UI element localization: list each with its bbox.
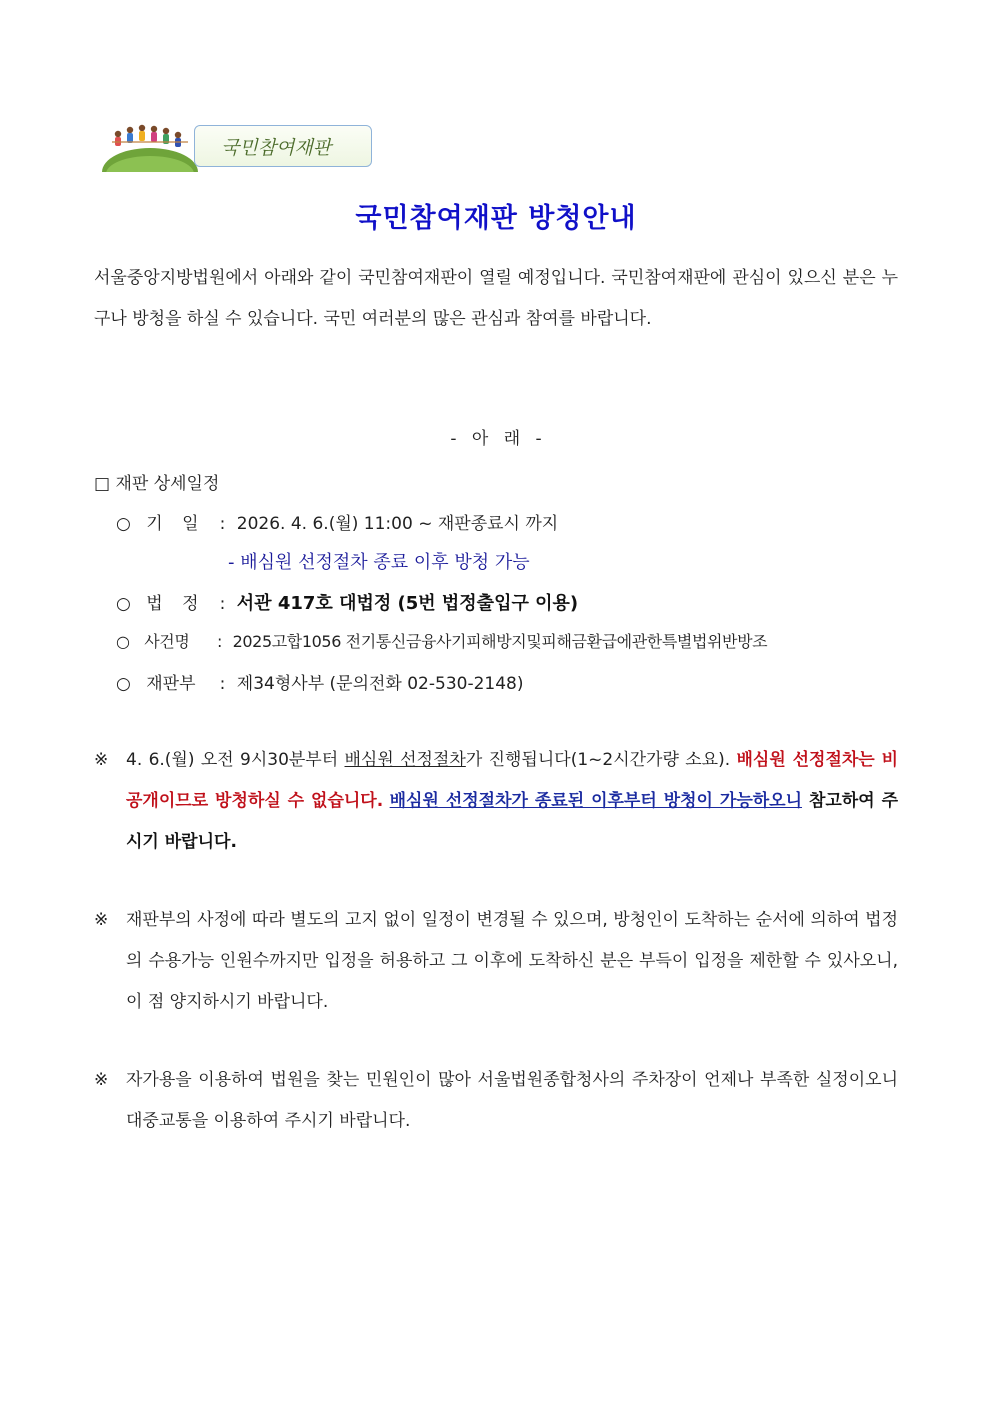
row-label: 사건명	[144, 632, 190, 651]
row-separator: :	[219, 674, 226, 694]
reference-mark: ※	[94, 750, 109, 770]
notice-text: 가 진행됩니다(1~2시간가량 소요).	[465, 750, 737, 770]
bullet: ○	[116, 594, 131, 614]
notice-underlined-text: 배심원 선정절차	[344, 750, 466, 770]
section-divider-text: - 아 래 -	[450, 429, 542, 449]
row-value: - 배심원 선정절차 종료 이후 방청 가능	[228, 552, 530, 573]
row-label: 재판부	[146, 674, 196, 694]
schedule-row-division	[116, 669, 524, 694]
row-value: 서관 417호 대법정 (5번 법정출입구 이용)	[236, 593, 579, 614]
intro-paragraph: 서울중앙지방법원에서 아래와 같이 국민참여재판이 열릴 예정입니다. 국민참여재판에 관심이 있으신 분은 누구나 방청을 하실 수 있습니다. 국민 여러분의 많은 관심과 참여를 바랍니다.	[94, 268, 898, 329]
row-value: 2026. 4. 6.(월) 11:00 ~ 재판종료시 까지	[236, 514, 559, 534]
bullet: ○	[116, 674, 131, 694]
banner-label: 국민참여재판	[194, 125, 372, 167]
banner-logo	[102, 122, 374, 172]
schedule-heading: □ 재판 상세일정	[94, 474, 220, 494]
reference-mark: ※	[94, 1070, 109, 1090]
notice-schedule-change	[94, 900, 898, 1023]
page-title: 국민참여재판 방청안내	[355, 203, 637, 234]
notice-body: 재판부의 사정에 따라 별도의 고지 없이 일정이 변경될 수 있으며, 방청인이 도착하는 순서에 의하여 법정의 수용가능 인원수까지만 입정을 허용하고 그 이후에 도착하신 분은 부득이 입정을 제한할 수 있사오니, 이 점 양지하시기 바랍니다.	[126, 910, 898, 1012]
notice-highlight-text: 배심원 선정절차가 종료된 이후부터 방청이 가능하오니	[389, 791, 803, 811]
notice-text: 4. 6.(월) 오전 9시30분부터	[126, 750, 345, 770]
row-label: 기 일	[146, 514, 199, 534]
notice-body	[126, 740, 898, 863]
notice-text: 참고하여 주시기 바랍니다.	[126, 791, 898, 852]
bullet: ○	[116, 632, 130, 651]
reference-mark: ※	[94, 910, 109, 930]
row-value: 2025고합1056 전기통신금융사기피해방지및피해금환급에관한특별법위반방조	[232, 632, 768, 651]
row-value: 제34형사부 (문의전화 02-530-2148)	[236, 674, 524, 694]
notice-warning-text: 배심원 선정절차는 비공개이므로 방청하실 수 없습니다.	[126, 750, 898, 811]
row-separator: :	[216, 632, 222, 651]
notice-parking	[94, 1060, 898, 1142]
schedule-row-date	[116, 509, 558, 534]
notice-jury-selection	[94, 740, 898, 863]
schedule-row-case	[116, 629, 767, 652]
bullet: ○	[116, 514, 131, 534]
schedule-row-note	[228, 548, 530, 574]
notice-body: 자가용을 이용하여 법원을 찾는 민원인이 많아 서울법원종합청사의 주차장이 언제나 부족한 실정이오니 대중교통을 이용하여 주시기 바랍니다.	[126, 1070, 898, 1131]
row-label: 법 정	[146, 594, 199, 614]
schedule-row-courtroom	[116, 589, 578, 615]
row-separator: :	[219, 594, 226, 614]
row-separator: :	[219, 514, 226, 534]
